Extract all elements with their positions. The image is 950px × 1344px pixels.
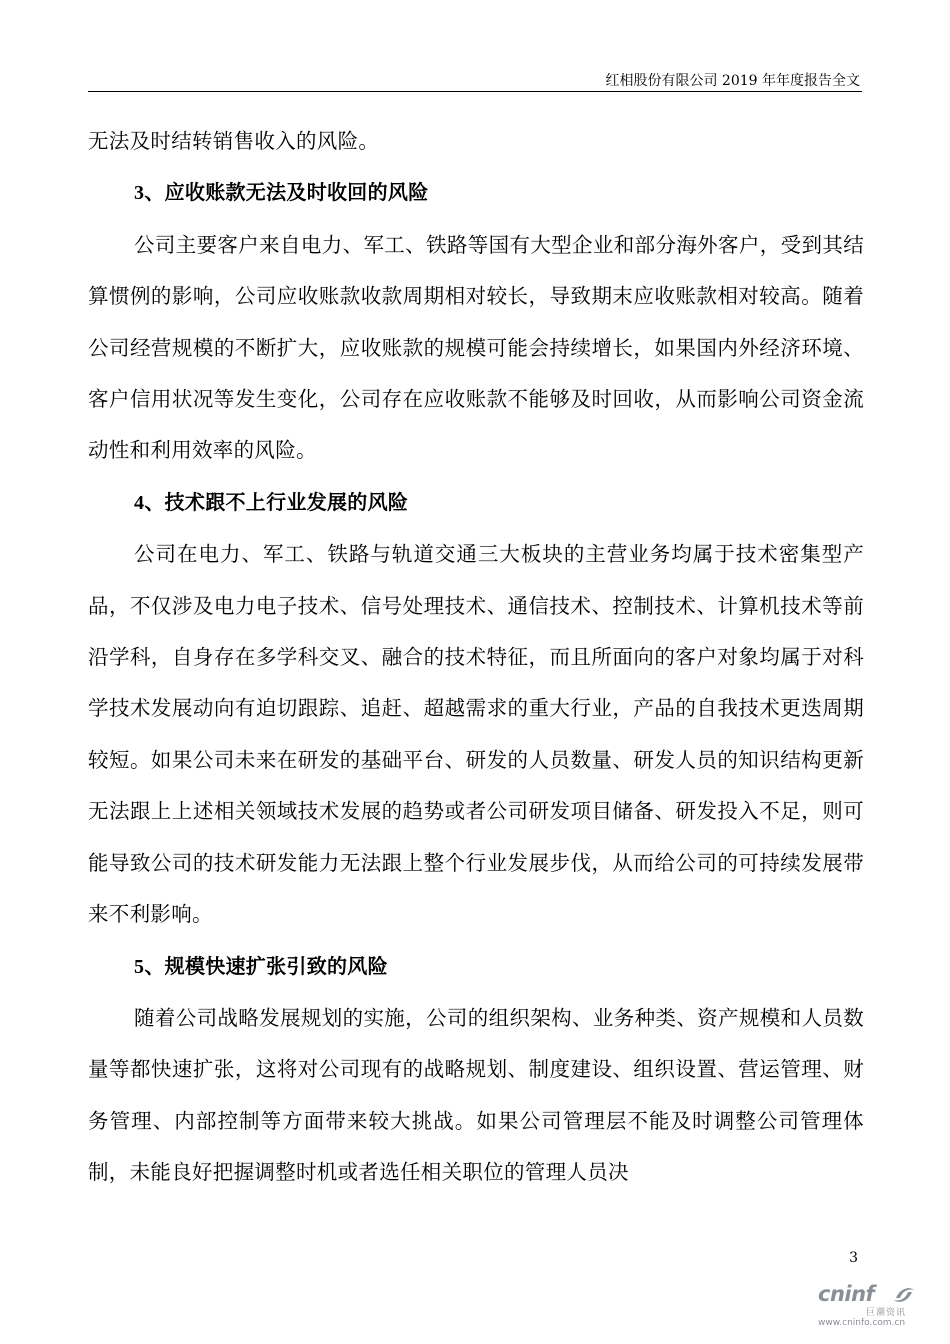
logo-url: www.cninfo.com.cn xyxy=(818,1318,906,1328)
section-heading-3 xyxy=(88,167,864,219)
section-title: 、规模快速扩张引致的风险 xyxy=(144,953,388,978)
paragraph-technology-risk: 公司在电力、军工、铁路与轨道交通三大板块的主营业务均属于技术密集型产品，不仅涉及电力电子技术、信号处理技术、通信技术、控制技术、计算机技术等前沿学科，自身存在多学科交叉、融合的技术特征，而且所面向的客户对象均属于对科学技术发展动向有迫切跟踪、追赶、超越需求的重大行业，产品的自我技术更迭周期较短。如果公司未来在研发的基础平台、研发的人员数量、研发人员的知识结构更新无法跟上上述相关领域技术发展的趋势或者公司研发项目储备、研发投入不足，则可能导致公司的技术研发能力无法跟上整个行业发展步伐，从而给公司的可持续发展带来不利影响。 xyxy=(88,542,864,927)
cninfo-watermark-logo xyxy=(798,1282,928,1332)
header-divider xyxy=(88,91,862,92)
paragraph-expansion-risk: 随着公司战略发展规划的实施，公司的组织架构、业务种类、资产规模和人员数量等都快速扩张，这将对公司现有的战略规划、制度建设、组织设置、营运管理、财务管理、内部控制等方面带来较大挑战。如果公司管理层不能及时调整公司管理体制，未能良好把握调整时机或者选任相关职位的管理人员决 xyxy=(88,1005,864,1185)
section-number: 4 xyxy=(134,491,145,514)
logo-brand-cn: 巨潮资讯 xyxy=(866,1308,907,1318)
swoosh-icon xyxy=(892,1284,916,1306)
page-number: 3 xyxy=(849,1250,858,1266)
section-number: 5 xyxy=(134,955,145,978)
paragraph-continuation: 无法及时结转销售收入的风险。 xyxy=(88,129,380,153)
section-title: 、应收账款无法及时收回的风险 xyxy=(144,180,429,205)
section-heading-4 xyxy=(88,477,864,529)
header-title: 红相股份有限公司 2019 年年度报告全文 xyxy=(605,73,860,89)
logo-brand-text: cninf xyxy=(818,1282,875,1306)
paragraph-receivables-risk: 公司主要客户来自电力、军工、铁路等国有大型企业和部分海外客户，受到其结算惯例的影响，公司应收账款收款周期相对较长，导致期末应收账款相对较高。随着公司经营规模的不断扩大，应收账款的规模可能会持续增长，如果国内外经济环境、客户信用状况等发生变化，公司存在应收账款不能够及时回收，从而影响公司资金流动性和利用效率的风险。 xyxy=(88,232,864,463)
section-number: 3 xyxy=(134,182,145,205)
section-title: 、技术跟不上行业发展的风险 xyxy=(144,489,409,514)
section-heading-5 xyxy=(88,941,864,993)
document-body xyxy=(88,116,864,1199)
